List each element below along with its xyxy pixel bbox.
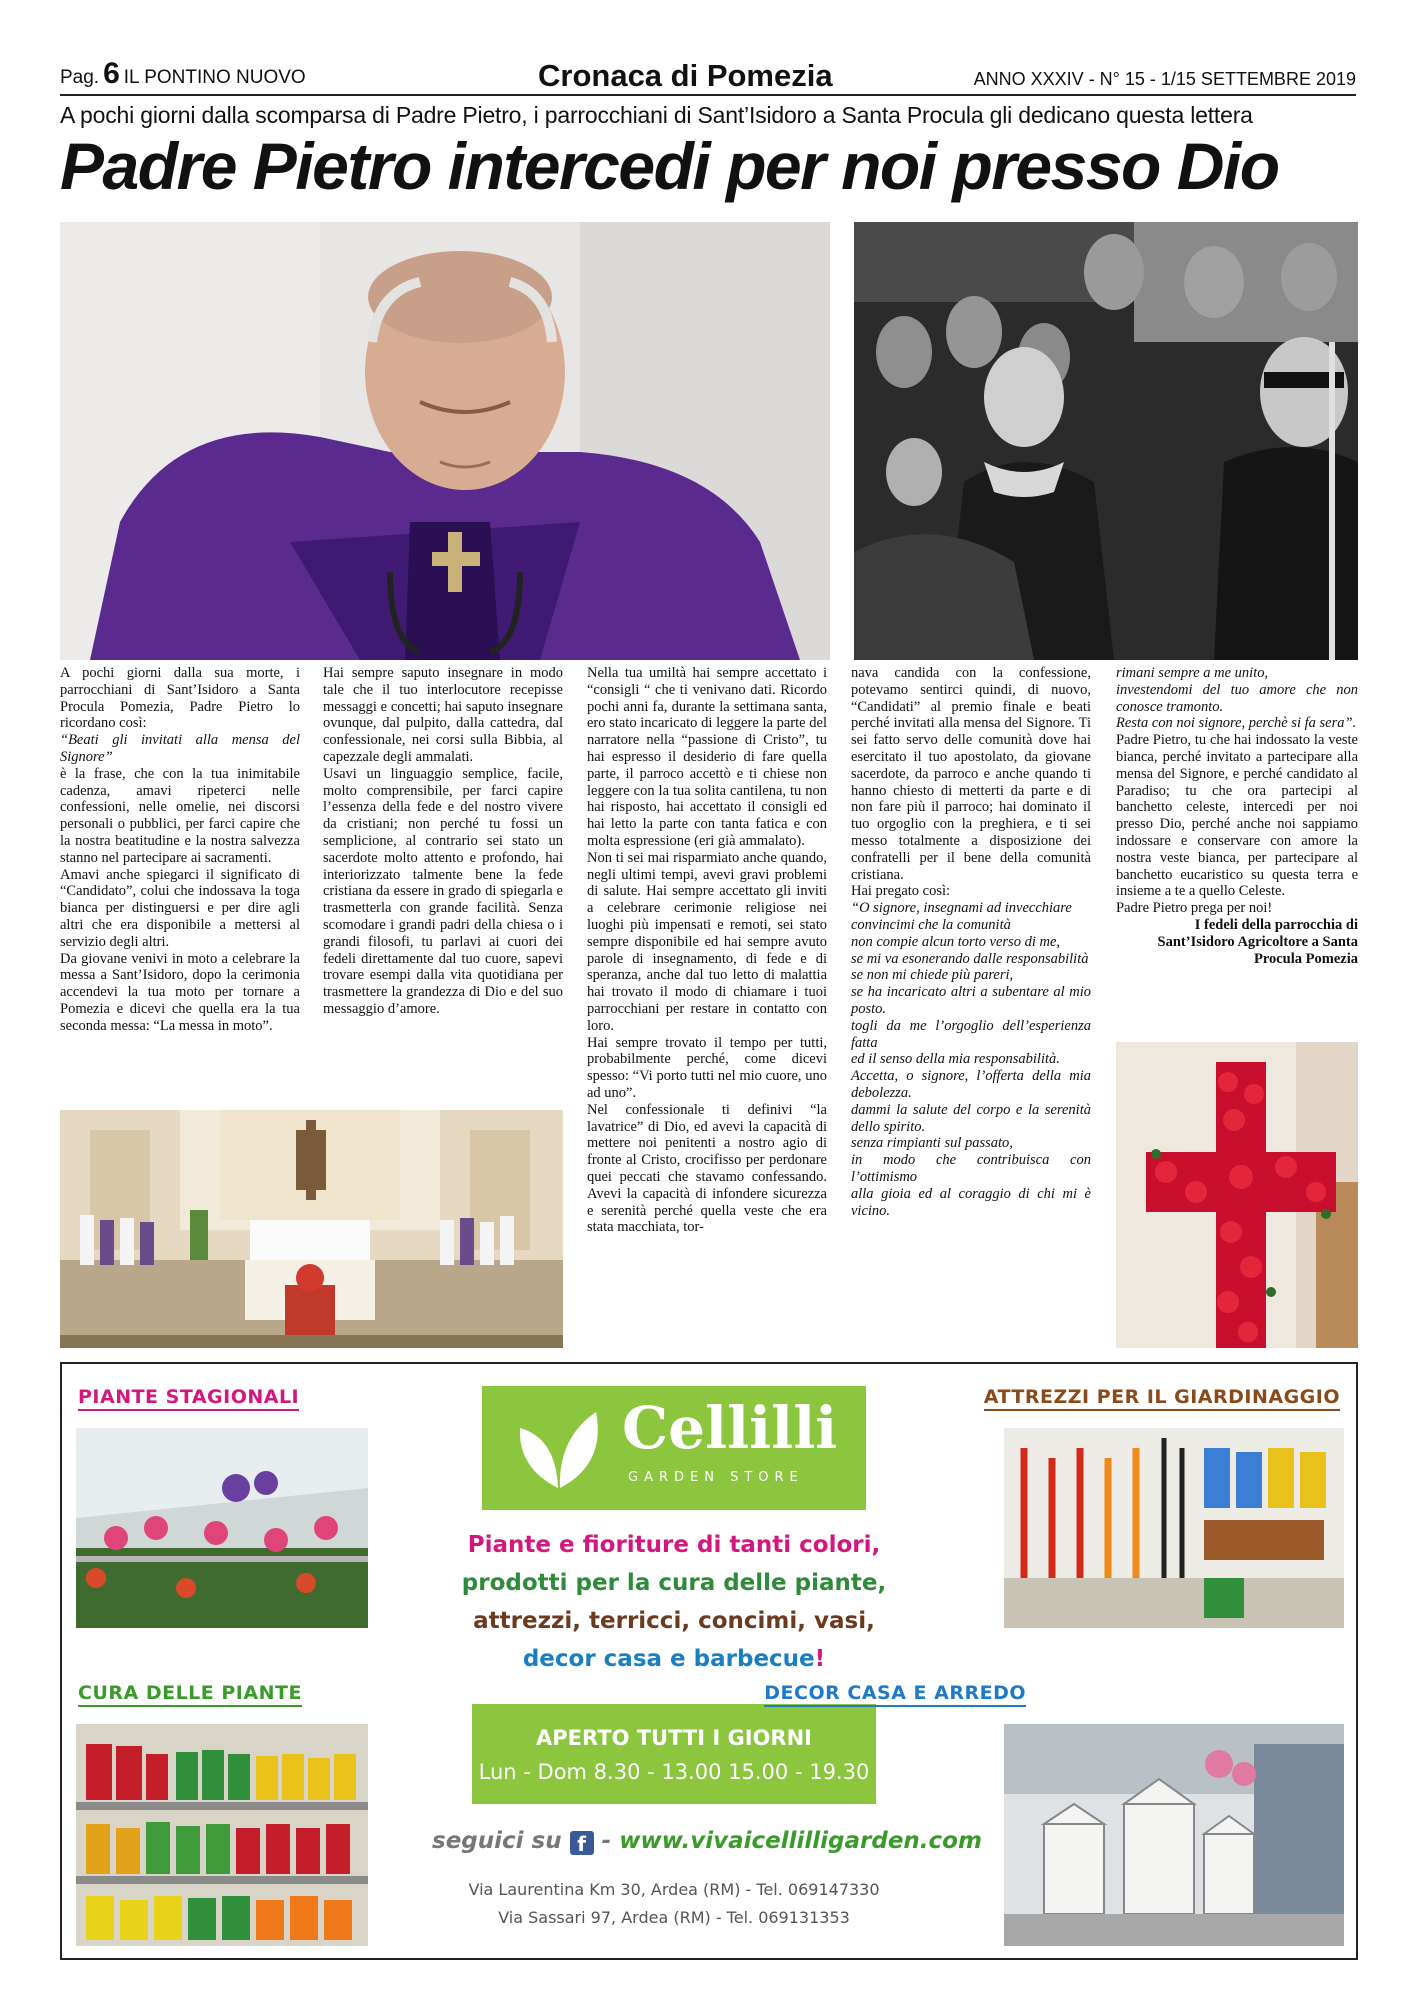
social-prefix: seguici su	[432, 1828, 562, 1854]
article-headline: Padre Pietro intercedi per noi presso Dio	[60, 129, 1279, 203]
prayer-line: senza rimpianti sul passato,	[851, 1135, 1013, 1152]
advertisement-cellilli	[60, 1362, 1358, 1960]
facebook-icon[interactable]: f	[570, 1831, 594, 1855]
page-number-value: 6	[103, 57, 120, 90]
page-number	[60, 57, 306, 91]
leaf-icon	[508, 1408, 608, 1492]
paragraph: Padre Pietro prega per noi!	[1116, 900, 1273, 917]
prayer-line: investendomi del tuo amore che non conosce tramonto.	[1116, 681, 1358, 715]
article-column-1	[60, 665, 300, 1035]
brand-name: Cellilli	[622, 1394, 838, 1462]
opening-hours-box	[472, 1704, 876, 1804]
brand-subtitle: GARDEN STORE	[628, 1470, 804, 1485]
paragraph: Hai pregato così:	[851, 883, 951, 900]
slogan-line-2: prodotti per la cura delle piante,	[461, 1570, 887, 1596]
prayer-line: togli da me l’orgoglio dell’esperienza fatta	[851, 1017, 1091, 1051]
brand-logo	[482, 1386, 866, 1510]
issue-info: ANNO XXXIV - N° 15 - 1/15 SETTEMBRE 2019	[973, 69, 1356, 89]
paragraph: Non ti sei mai risparmiato anche quando, negli ultimi tempi, avevi gravi problemi di salute. Hai sempre accettato gli inviti a celebrare cerimonie religiose nei luoghi più impensati e remoti, sei stato sempre disponibile ed hai sempre avuto parole di insegnamento, di fede e di speranza, anche dal tuo letto di malattia hai trovato il modo di chiamare i tuoi parrocchiani per restare in contatto con loro.	[587, 849, 827, 1034]
article-signature: I fedeli della parrocchia di Sant’Isidoro Agricoltore a Santa Procula Pomezia	[1157, 916, 1358, 967]
section-title: Cronaca di Pomezia	[538, 58, 833, 93]
paragraph: Usavi un linguaggio semplice, facile, molto comprensibile, per farci capire l’essenza della fede e del nostro vivere da cristiani; non perché tu fossi un semplicione, al contrario sei stato un sacerdote molto attento e profondo, hai interiorizzato talmente bene la fede cristiana da essere in grado di spiegarla e trasmetterla con grande facilità. Senza scomodare i grandi padri della chiesa o i grandi filosofi, tu parlavi ai cuori dei fedeli direttamente dal tuo cuore, sapevi trovare esempi dalla vita quotidiana per trasmettere la grandezza di Dio e del suo messaggio d’amore.	[323, 765, 563, 1017]
prayer-line: Accetta, o signore, l’offerta della mia debolezza.	[851, 1068, 1091, 1101]
paragraph: Da giovane venivi in moto a celebrare la messa a Sant’Isidoro, dopo la cerimonia accendevi la tua moto per tornare a Pomezia e dicevi che quella era la tua seconda messa: “La messa in moto”.	[60, 950, 300, 1034]
website-link[interactable]: www.vivaicellilligarden.com	[619, 1828, 982, 1854]
prayer-line: “O signore, insegnami ad invecchiare	[851, 900, 1072, 917]
article-column-4	[851, 665, 1091, 1219]
prayer-line: dammi la salute del corpo e la serenità dello spirito.	[851, 1101, 1091, 1135]
prayer-line: convincimi che la comunità	[851, 916, 1011, 933]
prayer-line: in modo che contribuisca con l’ottimismo	[851, 1152, 1091, 1185]
photo-roses-cross	[1116, 1042, 1358, 1348]
paragraph: Hai sempre trovato il tempo per tutti, probabilmente perché, come dicevi spesso: “Vi porto tutti nel mio cuore, uno ad uno”.	[587, 1034, 827, 1101]
article-column-3	[587, 665, 827, 1236]
newspaper-name: IL PONTINO NUOVO	[123, 67, 306, 88]
slogan-line-4-text: decor casa e barbecue	[522, 1646, 815, 1672]
prayer-line: se non mi chiede più pareri,	[851, 967, 1014, 984]
prayer-line: Resta con noi signore, perchè si fa sera”.	[1116, 715, 1357, 732]
address-line-2: Via Sassari 97, Ardea (RM) - Tel. 069131353	[498, 1908, 850, 1927]
paragraph: Hai sempre saputo insegnare in modo tale che il tuo interlocutore recepisse messaggi e concetti; hai saputo insegnare ovunque, dal pulpito, dalla cattedra, dal confessionale, nei corsi sulla Bibbia, al capezzale degli ammalati.	[323, 665, 563, 765]
article-column-5	[1116, 665, 1358, 967]
opening-hours: Lun - Dom 8.30 - 13.00 15.00 - 19.30	[478, 1760, 870, 1784]
prayer-line: se mi va esonerando dalle responsabilità	[851, 950, 1089, 967]
photo-priest-purple	[60, 222, 830, 660]
article-kicker: A pochi giorni dalla scomparsa di Padre Pietro, i parrocchiani di Sant’Isidoro a Santa Procula gli dedicano questa lettera	[60, 102, 1253, 128]
article-column-2	[323, 665, 563, 1018]
photo-garden-tools	[1004, 1428, 1344, 1628]
photo-church-altar	[60, 1110, 563, 1348]
paragraph: Nel confessionale ti definivi “la lavatrice” di Dio, ed avevi la capacità di mettere noi penitenti a nostro agio di fronte al Cristo, crocifisso per perdonare quei peccati che stavamo confessando. Avevi la capacità di infondere sicurezza e serenità perché quella veste che era stata macchiata, tor-	[587, 1101, 827, 1236]
slogan-line-1: Piante e fioriture di tanti colori,	[467, 1532, 881, 1558]
paragraph: Amavi anche spiegarci il significato di “Candidato”, colui che indossava la toga bianca per distinguersi e per dire agli altri che era disponibile a mettersi al servizio degli altri.	[60, 866, 300, 950]
ad-heading-decor: DECOR CASA E ARREDO	[764, 1682, 1026, 1707]
photo-plant-care-shelves	[76, 1724, 368, 1946]
prayer-line: se ha incaricato altri a subentare al mio posto.	[851, 984, 1091, 1017]
ad-heading-attrezzi: ATTREZZI PER IL GIARDINAGGIO	[984, 1386, 1340, 1411]
paragraph: Padre Pietro, tu che hai indossato la veste bianca, perché invitato a partecipare alla mensa del Signore, e perché candidato al Paradiso; tu che ora partecipi al banchetto celeste, intercedi per noi presso Dio, perché anche noi sappiamo indossare e conservare con amore la nostra veste bianca, per partecipare al banchetto eucaristico su questa terra e insieme a te a quello Celeste.	[1116, 732, 1358, 900]
opening-title: APERTO TUTTI I GIORNI	[536, 1726, 812, 1750]
photo-historic-bw	[854, 222, 1358, 660]
paragraph: A pochi giorni dalla sua morte, i parrocchiani di Sant’Isidoro a Santa Procula Pomezia, Padre Pietro lo ricordano così:	[60, 665, 300, 732]
paragraph: “Beati gli invitati alla mensa del Signore”	[60, 732, 300, 765]
paragraph: è la frase, che con la tua inimitabile cadenza, amavi ripeterci nelle confessioni, nelle omelie, nei discorsi personali o pubblici, per farci capire che la nostra beatitudine e la nostra salvezza stanno nel partecipare ai sacramenti.	[60, 765, 300, 866]
paragraph: nava candida con la confessione, potevamo sentirci quindi, di nuovo, “Candidati” al premio finale e beati perché invitati alla mensa del Signore. Ti sei fatto servo delle comunità dove hai esercitato il tuo apostolato, da giovane sacerdote, da parroco e anche quando ti hanno chiesto di metterti da parte e di non fare più il parroco; hai dominato il tuo orgoglio con la preghiera, e ti sei messo totalmente a disposizione dei confratelli per il bene della comunità cristiana.	[851, 665, 1091, 883]
prayer-line: non compie alcun torto verso di me,	[851, 933, 1061, 950]
prayer-line: ed il senso della mia responsabilità.	[851, 1051, 1060, 1068]
slogan-line-3: attrezzi, terricci, concimi, vasi,	[473, 1608, 875, 1634]
slogan-exclamation: !	[814, 1646, 826, 1672]
prayer-line: alla gioia ed al coraggio di chi mi è vicino.	[851, 1185, 1091, 1219]
photo-seasonal-plants	[76, 1428, 368, 1628]
social-dash: -	[601, 1828, 612, 1854]
address-line-1: Via Laurentina Km 30, Ardea (RM) - Tel. 069147330	[468, 1880, 880, 1899]
ad-heading-cura-piante: CURA DELLE PIANTE	[78, 1682, 302, 1707]
page-label: Pag.	[60, 67, 100, 88]
paragraph: Nella tua umiltà hai sempre accettato i “consigli “ che ti venivano dati. Ricordo pochi anni fa, durante la settimana santa, ero stato incaricato di leggere la parte del narratore nella “passione di Cristo”, tu hai espresso il desiderio di fare quella parte, il parroco accettò e ti chiese non leggere con la tua solita cantilena, tu non hai risposto, hai accettato il consigli ed hai letto la parte con tanta fatica e con molta espressione (eri già ammalato).	[587, 665, 827, 849]
photo-home-decor	[1004, 1724, 1344, 1946]
slogan-line-4	[444, 1646, 904, 1672]
ad-heading-piante-stagionali: PIANTE STAGIONALI	[78, 1386, 299, 1411]
page-header	[60, 56, 1356, 96]
social-line	[432, 1828, 982, 1856]
prayer-line: rimani sempre a me unito,	[1116, 665, 1269, 681]
